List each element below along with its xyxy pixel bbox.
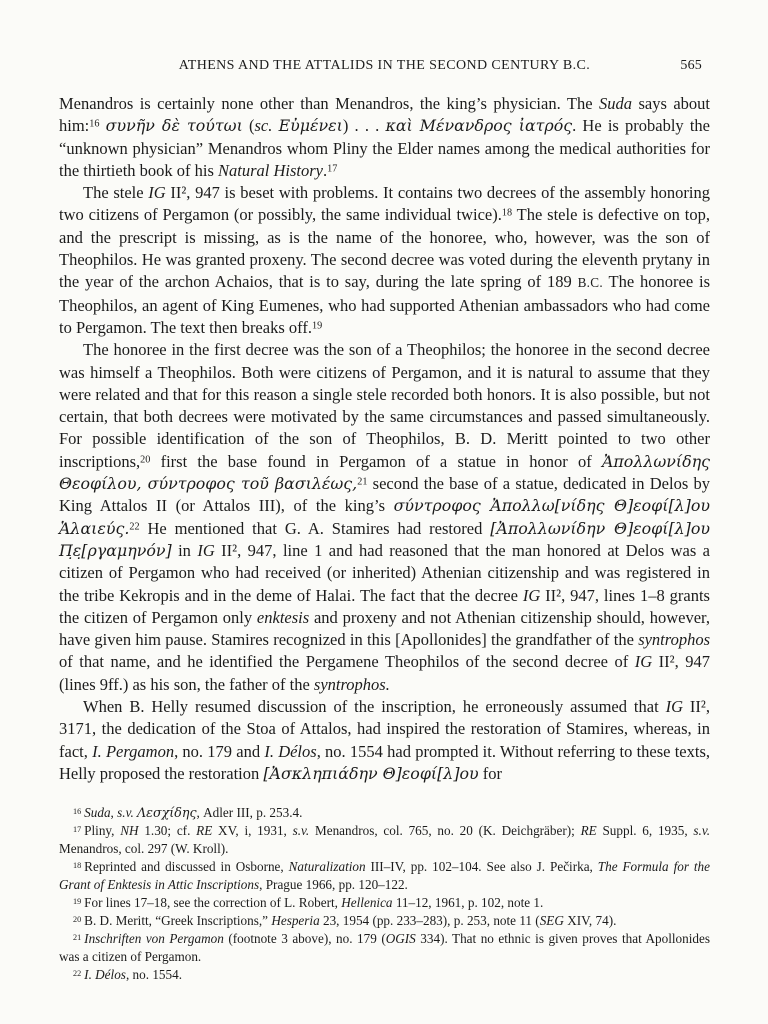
text-run: Menandros, col. 297 (W. Kroll). bbox=[59, 841, 229, 857]
text-run: I. Pergamon bbox=[92, 741, 175, 761]
text-run: 23, 1954 (pp. 233–283), p. 253, note 11 ( bbox=[319, 913, 540, 929]
paragraph bbox=[59, 339, 710, 696]
text-run: NH bbox=[120, 823, 139, 839]
text-run: . bbox=[323, 160, 328, 180]
text-run: , bbox=[110, 805, 118, 821]
text-run: II², 3171, the dedication of the Stoa of Attalos, had inspired the restoration of Stamires, whereas, in fact, bbox=[59, 697, 710, 761]
text-run: , no. 1554. bbox=[125, 967, 182, 983]
greek-text: συνῆν δὲ τούτωι bbox=[105, 116, 243, 136]
text-run: B.C. bbox=[577, 275, 603, 291]
text-run: OGIS bbox=[385, 931, 416, 947]
text-run: ) . . . bbox=[342, 116, 386, 136]
footnote-ref: 17 bbox=[327, 163, 338, 175]
text-run: II², 947 is beset with problems. It contains two decrees of the assembly honoring two citizens of Pergamon (or possibly, the same individual twice). bbox=[59, 183, 711, 225]
text-run: ( bbox=[242, 116, 255, 136]
footnote bbox=[59, 912, 710, 930]
text-run: Hesperia bbox=[271, 913, 320, 929]
text-run: s.v. bbox=[693, 823, 711, 839]
article-body bbox=[59, 93, 710, 785]
text-run: of that name, and he identified the Pergamene Theophilos of the second decree of bbox=[59, 652, 635, 672]
page-content bbox=[59, 56, 710, 984]
footnote-marker: 17 bbox=[73, 824, 82, 834]
text-run: XV, i, 1931, bbox=[212, 823, 293, 839]
text-run: for bbox=[478, 763, 503, 783]
greek-text: [Ἀπολλωνίδην Θ]εοφί[λ]ου Π̣ε̣[ργαμηνόν] bbox=[59, 518, 710, 560]
text-run: Reprinted and discussed in Osborne, bbox=[84, 859, 289, 875]
text-run: , Adler III, p. 253.4. bbox=[196, 805, 303, 821]
text-run: Suda bbox=[84, 805, 111, 821]
text-run: The honoree in the first decree was the son of a Theophilos; the honoree in the second decree was himself a Theophilos. Both were citizens of Pergamon, and it is natural to assume that they were related and that for this reason a single stele recorded both honors. It is also possible, but not certain, that both decrees were motivated by the same circumstances and passed simultaneously. For possible identification of the son of Theophilos, B. D. Meritt pointed to two other inscriptions, bbox=[59, 340, 710, 471]
text-run: syntrophos. bbox=[313, 674, 390, 694]
footnote-marker: 19 bbox=[73, 896, 82, 906]
footnote bbox=[59, 894, 710, 912]
text-run: Natural History bbox=[218, 160, 324, 180]
footnote-ref: 16 bbox=[89, 118, 100, 130]
text-run: Pliny, bbox=[84, 823, 121, 839]
footnote-ref: 20 bbox=[140, 454, 151, 466]
text-run: 1.30; cf. bbox=[138, 823, 197, 839]
footnote bbox=[59, 822, 710, 858]
text-run: II², 947, lines 1–8 grants the citizen of Pergamon only bbox=[59, 585, 710, 627]
text-run: III–IV, pp. 102–104. See also J. Pečirka, bbox=[365, 859, 598, 875]
text-run: XIV, 74). bbox=[563, 913, 617, 929]
text-run: RE bbox=[196, 823, 213, 839]
footnote-marker: 16 bbox=[73, 806, 82, 816]
footnote-ref: 19 bbox=[311, 320, 323, 332]
text-run: B. D. Meritt, “Greek Inscriptions,” bbox=[84, 913, 272, 929]
running-title: ATHENS AND THE ATTALIDS IN THE SECOND CENTURY B.C. bbox=[178, 58, 591, 73]
text-run: Hellenica bbox=[341, 895, 393, 911]
text-run: SEG bbox=[539, 913, 564, 929]
text-run: syntrophos bbox=[638, 630, 710, 650]
text-run: The honoree is Theophilos, an agent of King Eumenes, who had supported Athenian ambassadors who had come to Pergamon. The text then breaks off. bbox=[59, 272, 710, 337]
text-run: , Prague 1966, pp. 120–122. bbox=[259, 877, 408, 893]
text-run: IG bbox=[522, 585, 541, 605]
running-head bbox=[59, 56, 710, 75]
text-run: For lines 17–18, see the correction of L. Robert, bbox=[84, 895, 342, 911]
text-run: Menandros is certainly none other than Menandros, the king’s physician. The bbox=[59, 94, 599, 113]
text-run: first the base found in Pergamon of a statue in honor of bbox=[150, 451, 602, 471]
paragraph bbox=[59, 93, 710, 182]
text-run: Naturalization bbox=[288, 859, 366, 875]
text-run: II², 947 (lines 9ff.) as his son, the father of the bbox=[59, 652, 711, 694]
greek-text: [Ἀσκληπιάδην Θ]εοφί[λ]ου bbox=[263, 763, 479, 783]
text-run: When B. Helly resumed discussion of the inscription, he erroneously assumed that bbox=[83, 697, 666, 717]
text-run: , no. 1554 had prompted it. Without referring to these texts, Helly proposed the restoration bbox=[59, 741, 710, 783]
text-run: IG bbox=[197, 540, 215, 560]
footnote-ref: 18 bbox=[501, 207, 513, 219]
footnote bbox=[59, 966, 710, 984]
text-run: says about him: bbox=[59, 94, 710, 136]
footnote-marker: 21 bbox=[73, 932, 82, 942]
text-run: II², 947, line 1 and had reasoned that the man honored at Delos was a citizen of Pergamon who had received (or inherited) Athenian citizenship and was registered in the tribe Kekropis and in the deme of Halai. The fact that the decree bbox=[59, 540, 710, 605]
greek-text: Λεσχίδης bbox=[137, 805, 197, 821]
text-run: enktesis bbox=[256, 607, 310, 627]
footnote-marker: 18 bbox=[73, 860, 82, 870]
text-run: Suda bbox=[599, 94, 632, 113]
greek-text: σύντροφος Ἀπολλω[νίδης Θ]εοφί[λ]ου Ἁλαιεύς. bbox=[59, 496, 710, 538]
greek-text: Ἀπολλωνίδης Θεοφίλου, σύντροφος τοῦ βασιλέως, bbox=[59, 451, 710, 494]
text-run: second the base of a statue, dedicated in Delos by King Attalos II (or Attalos III), of the king’s bbox=[59, 474, 710, 516]
text-run: I. Délos bbox=[84, 967, 126, 983]
text-run: . He is probably the “unknown physician” Menandros whom Pliny the Elder names among the medical authorities for the thirtieth book of his bbox=[59, 116, 711, 180]
footnote-marker: 20 bbox=[73, 914, 82, 924]
footnote bbox=[59, 930, 710, 966]
text-run: RE bbox=[580, 823, 597, 839]
text-run: , no. 179 and bbox=[174, 741, 265, 761]
text-run: s.v. bbox=[292, 823, 310, 839]
footnote-ref: 21 bbox=[357, 476, 368, 488]
text-run: 11–12, 1961, p. 102, note 1. bbox=[392, 895, 544, 911]
text-run: I. Délos bbox=[264, 741, 317, 761]
text-run: The stele bbox=[83, 183, 149, 203]
text-run: and proxeny and not Athenian citizenship should, however, have given him pause. Stamires recognized in this [Apollonides] the grandfather of the bbox=[59, 607, 710, 650]
text-run: He mentioned that G. A. Stamires had restored bbox=[139, 518, 491, 538]
text-run: IG bbox=[148, 183, 166, 203]
text-run: 334). That no ethnic is given proves that Apollonides was a citizen of Pergamon. bbox=[59, 931, 710, 965]
text-run: Menandros, col. 765, no. 20 (K. Deichgräber); bbox=[309, 823, 581, 839]
text-run: The Formula for the Grant of Enktesis in Attic Inscriptions bbox=[59, 859, 710, 893]
footnote bbox=[59, 804, 710, 822]
text-run: IG bbox=[665, 697, 683, 717]
footnote-marker: 22 bbox=[73, 968, 82, 978]
text-run: The stele is defective on top, and the prescript is missing, as is the name of the honoree, who, however, was the son of Theophilos. He was granted proxeny. The second decree was voted during the eleventh prytany in the year of the archon Achaios, that is to say, during the late spring of 189 bbox=[59, 205, 710, 292]
paragraph bbox=[59, 182, 710, 339]
greek-text: καὶ Μένανδρος ἰατρός bbox=[385, 116, 573, 136]
text-run: s.v. bbox=[117, 805, 134, 821]
page-number: 565 bbox=[680, 58, 702, 73]
footnotes-section bbox=[59, 804, 710, 984]
footnote-ref: 22 bbox=[129, 521, 140, 533]
greek-text: Εὐμένει bbox=[278, 116, 343, 136]
text-run: in bbox=[171, 540, 198, 560]
text-run: Suppl. 6, 1935, bbox=[596, 823, 694, 839]
paragraph bbox=[59, 696, 710, 785]
text-run: Inschriften von Pergamon bbox=[84, 931, 224, 947]
text-run: (footnote 3 above), no. 179 ( bbox=[223, 931, 386, 947]
footnote bbox=[59, 858, 710, 894]
text-run: sc. bbox=[254, 116, 273, 136]
text-run: IG bbox=[634, 652, 653, 672]
